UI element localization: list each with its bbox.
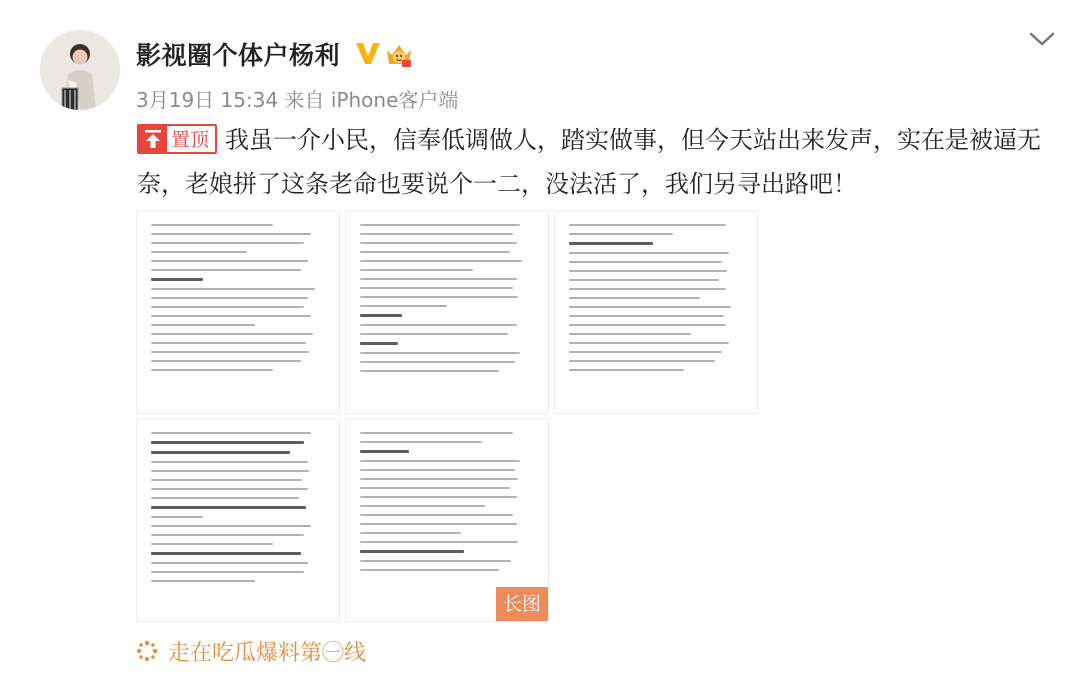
pin-top-icon bbox=[139, 126, 167, 152]
pin-label: 置顶 bbox=[171, 129, 210, 151]
document-page-icon bbox=[360, 432, 534, 611]
document-page-icon bbox=[569, 224, 743, 403]
location-label: 走在吃瓜爆料第㊀线 bbox=[168, 640, 367, 666]
location-link[interactable] bbox=[136, 636, 366, 666]
avatar-photo bbox=[40, 30, 120, 110]
pin-top-badge bbox=[137, 124, 217, 154]
post-text-block bbox=[137, 118, 1052, 206]
post-image-5[interactable] bbox=[345, 419, 549, 622]
long-image-badge: 长图 bbox=[496, 587, 548, 621]
document-page-icon bbox=[151, 224, 325, 403]
post-meta: 3月19日 15:34 来自 iPhone客户端 bbox=[136, 88, 459, 112]
document-page-icon bbox=[151, 432, 325, 611]
location-sparkle-icon bbox=[136, 640, 158, 662]
document-page-icon bbox=[360, 224, 534, 403]
vip-crown-icon[interactable] bbox=[384, 40, 414, 68]
post-image-3[interactable] bbox=[554, 211, 758, 414]
avatar[interactable] bbox=[40, 30, 120, 110]
post-image-1[interactable] bbox=[136, 211, 340, 414]
verified-v-icon bbox=[354, 39, 382, 67]
post-image-4[interactable] bbox=[136, 419, 340, 622]
chevron-down-icon[interactable] bbox=[1026, 28, 1058, 50]
post-image-2[interactable] bbox=[345, 211, 549, 414]
author-name[interactable]: 影视圈个体户杨利 bbox=[136, 41, 341, 70]
post-text: 我虽一介小民，信奉低调做人，踏实做事，但今天站出来发声，实在是被逼无奈，老娘拼了这条老命也要说个一二，没法活了，我们另寻出路吧！ bbox=[137, 126, 1042, 198]
